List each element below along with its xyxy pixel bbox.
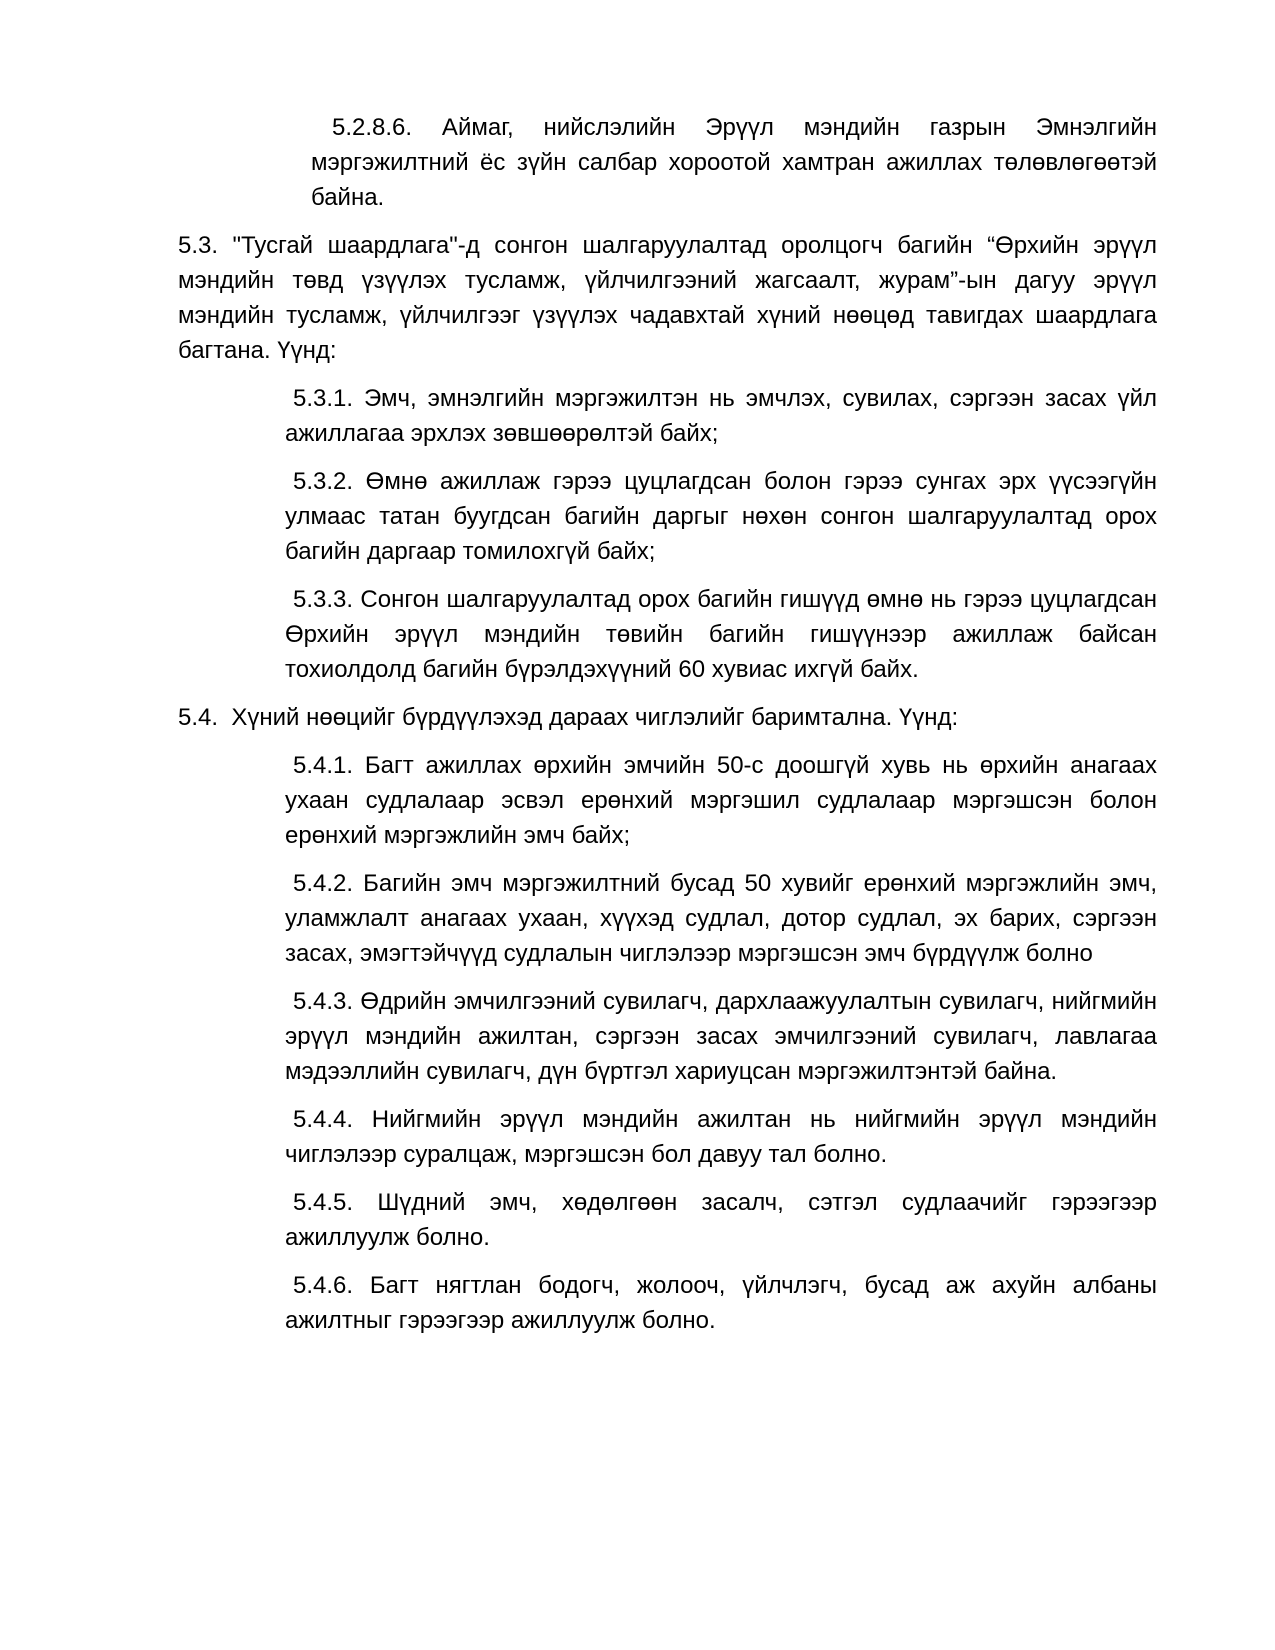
paragraph-5-4-4: 5.4.4. Нийгмийн эрүүл мэндийн ажилтан нь нийгмийн эрүүл мэндийн чиглэлээр суралцаж, мэргэшсэн бол давуу тал болно. <box>285 1106 1157 1168</box>
paragraph-5-3: 5.3. "Тусгай шаардлага"-д сонгон шалгаруулалтад оролцогч багийн “Өрхийн эрүүл мэндийн төвд үзүүлэх тусламж, үйлчилгээний жагсаалт, журам”-ын дагуу эрүүл мэндийн тусламж, үйлчилгээг үзүүлэх чадавхтай хүний нөөцөд тавигдах шаардлага багтана. Үүнд: <box>178 232 1157 364</box>
paragraph-5-4-3: 5.4.3. Өдрийн эмчилгээний сувилагч, дархлаажуулалтын сувилагч, нийгмийн эрүүл мэндийн ажилтан, сэргээн засах эмчилгээний сувилагч, лавлагаа мэдээллийн сувилагч, дүн бүртгэл хариуцсан мэргэжилтэнтэй байна. <box>285 988 1157 1085</box>
paragraph-5-2-8-6: 5.2.8.6. Аймаг, нийслэлийн Эрүүл мэндийн газрын Эмнэлгийн мэргэжилтний ёс зүйн салбар хороотой хамтран ажиллах төлөвлөгөөтэй байна. <box>311 114 1157 211</box>
paragraph-5-3-3: 5.3.3. Сонгон шалгаруулалтад орох багийн гишүүд өмнө нь гэрээ цуцлагдсан Өрхийн эрүүл мэндийн төвийн багийн гишүүнээр ажиллаж байсан тохиолдолд багийн бүрэлдэхүүний 60 хувиас ихгүй байх. <box>285 586 1157 683</box>
paragraph-5-4-6: 5.4.6. Багт нягтлан бодогч, жолооч, үйлчлэгч, бусад аж ахуйн албаны ажилтныг гэрээгээр ажиллуулж болно. <box>285 1272 1157 1334</box>
paragraph-5-4-2: 5.4.2. Багийн эмч мэргэжилтний бусад 50 хувийг ерөнхий мэргэжлийн эмч, уламжлалт анагаах ухаан, хүүхэд судлал, дотор судлал, эх барих, сэргээн засах, эмэгтэйчүүд судлалын чиглэлээр мэргэшсэн эмч бүрдүүлж болно <box>285 870 1157 967</box>
paragraph-5-3-2: 5.3.2. Өмнө ажиллаж гэрээ цуцлагдсан болон гэрээ сунгах эрх үүсээгүйн улмаас татан буугдсан багийн даргыг нөхөн сонгон шалгаруулалтад орох багийн даргаар томилохгүй байх; <box>285 468 1157 565</box>
paragraph-5-3-1: 5.3.1. Эмч, эмнэлгийн мэргэжилтэн нь эмчлэх, сувилах, сэргээн засах үйл ажиллагаа эрхлэх зөвшөөрөлтэй байх; <box>285 385 1157 447</box>
paragraph-5-4-1: 5.4.1. Багт ажиллах өрхийн эмчийн 50-с доошгүй хувь нь өрхийн анагаах ухаан судлалаар эсвэл ерөнхий мэргэшил судлалаар мэргэшсэн болон ерөнхий мэргэжлийн эмч байх; <box>285 752 1157 849</box>
paragraph-5-4: 5.4. Хүний нөөцийг бүрдүүлэхэд дараах чиглэлийг баримтална. Үүнд: <box>178 704 959 731</box>
paragraph-5-4-5: 5.4.5. Шүдний эмч, хөдөлгөөн засалч, сэтгэл судлаачийг гэрээгээр ажиллуулж болно. <box>285 1189 1157 1251</box>
